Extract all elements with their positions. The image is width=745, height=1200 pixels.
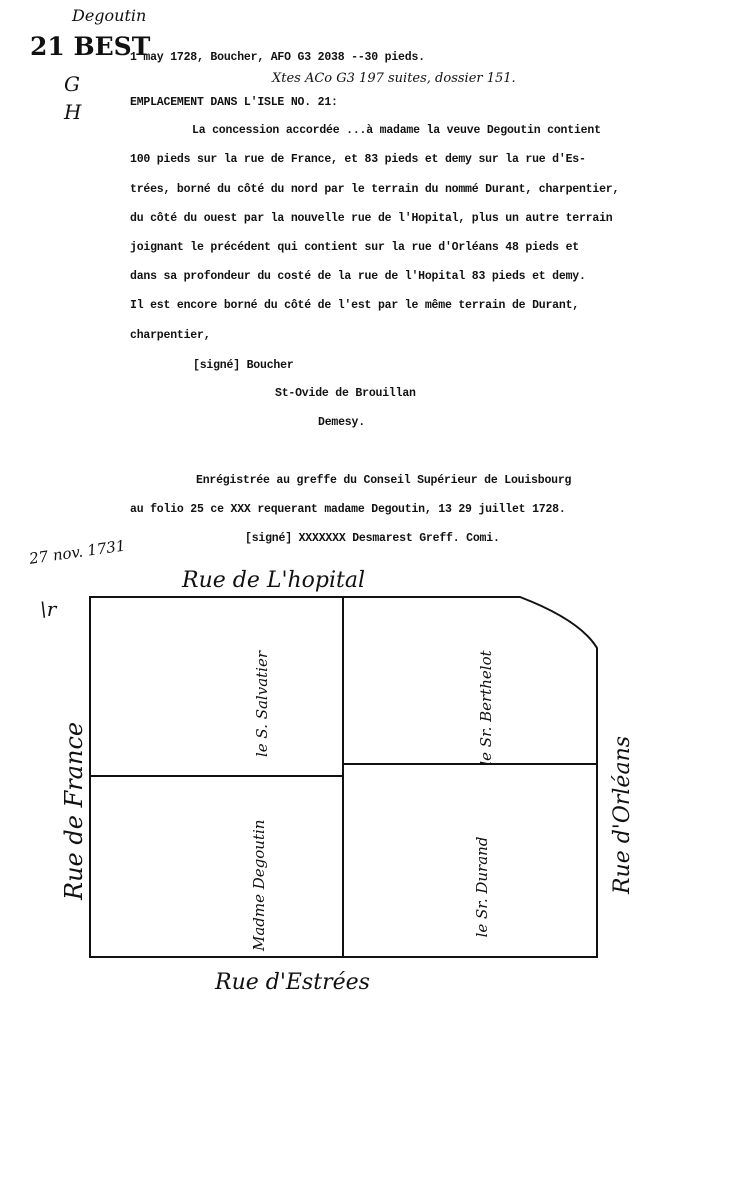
margin-reference-number: 21 BEST (30, 32, 151, 61)
header-line: 1 may 1728, Boucher, AFO G3 2038 --30 pieds. (130, 51, 425, 64)
lot-top-left-label: le S. Salvatier (253, 650, 271, 758)
document-heading: EMPLACEMENT DANS L'ISLE NO. 21: (130, 96, 338, 109)
lot-bottom-left-label: Madme Degoutin (250, 819, 268, 951)
body-line: joignant le précédent qui contient sur la rue d'Orléans 48 pieds et (130, 241, 579, 254)
signature-demesy: Demesy. (318, 416, 365, 429)
lot-top-right-label: le Sr. Berthelot (477, 650, 495, 766)
body-line: La concession accordée ...à madame la veuve Degoutin contient (192, 124, 601, 137)
margin-letter-g: G (64, 72, 80, 96)
body-line: 100 pieds sur la rue de France, et 83 pieds et demy sur la rue d'Es- (130, 153, 586, 166)
registration-line: Enrégistrée au greffe du Conseil Supérieur de Louisbourg (196, 474, 572, 487)
body-line: dans sa profondeur du costé de la rue de l'Hopital 83 pieds et demy. (130, 270, 586, 283)
street-top-label: Rue de L'hopital (182, 568, 366, 593)
body-line: charpentier, (130, 329, 211, 342)
body-line: du côté du ouest par la nouvelle rue de l'Hopital, plus un autre terrain (130, 212, 613, 225)
margin-letter-h: H (64, 100, 82, 124)
source-note: Xtes ACo G3 197 suites, dossier 151. (272, 71, 516, 86)
date-note: 27 nov. 1731 (28, 536, 127, 568)
lot-bottom-right-label: le Sr. Durand (473, 836, 491, 938)
margin-name-note: Degoutin (72, 6, 147, 25)
street-bottom-label: Rue d'Estrées (215, 970, 370, 995)
signature-boucher: [signé] Boucher (193, 359, 294, 372)
signature-brouillan: St-Ovide de Brouillan (275, 387, 416, 400)
registration-line: [signé] XXXXXXX Desmarest Greff. Comi. (245, 532, 500, 545)
registration-line: au folio 25 ce XXX requerant madame Degoutin, 13 29 juillet 1728. (130, 503, 566, 516)
arrow-mark: \r (40, 597, 57, 621)
body-line: trées, borné du côté du nord par le terrain du nommé Durant, charpentier, (130, 183, 620, 196)
body-line: Il est encore borné du côté de l'est par le même terrain de Durant, (130, 299, 579, 312)
street-right-label: Rue d'Orléans (610, 735, 635, 895)
street-left-label: Rue de France (60, 721, 88, 900)
